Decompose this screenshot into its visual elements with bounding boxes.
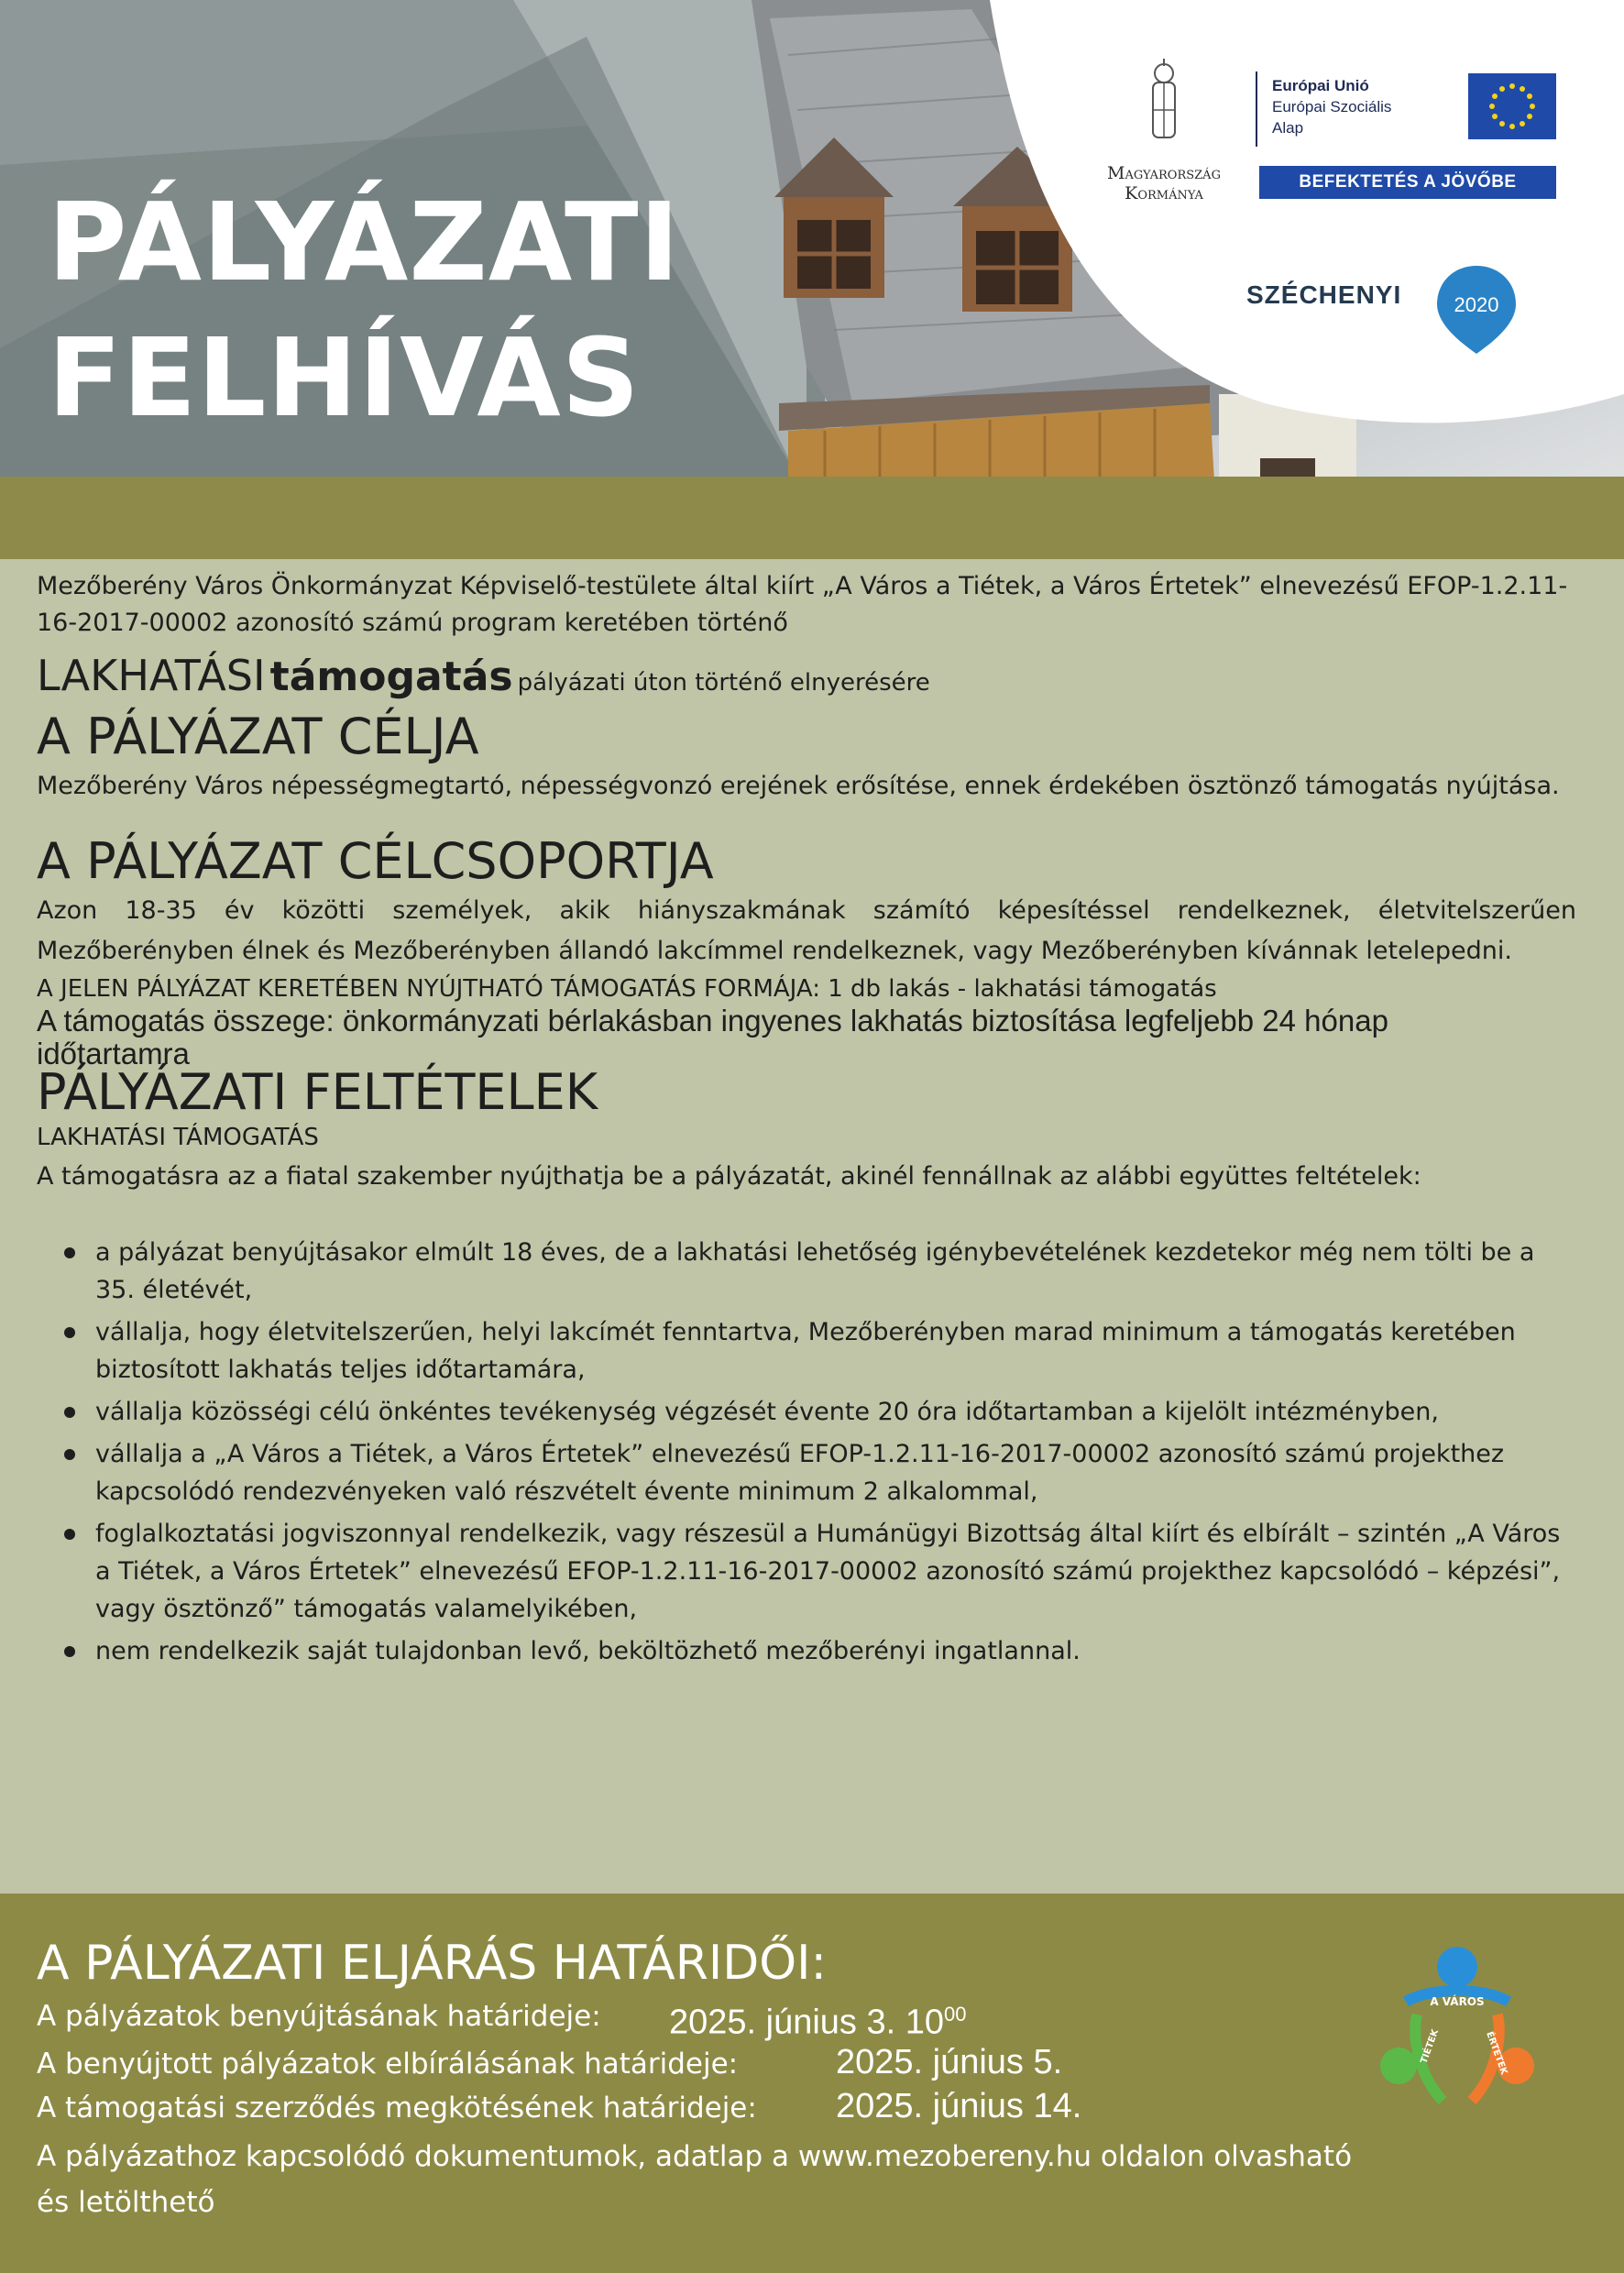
list-item: vállalja a „A Város a Tiétek, a Város Értetek” elnevezésű EFOP-1.2.11-16-2017-00002 azonosító számú projekthez kapcsolódó rendezvényeken való részvételt évente minimum 2 alkalommal, [37,1435,1576,1510]
bullet-icon [64,1247,75,1258]
varos-right-text: ÉRTETEK [1484,2030,1509,2077]
szechenyi-label: SZÉCHENYI [1246,280,1402,309]
szerzodes-label: A támogatási szerződés megkötésének határideje: [37,2092,757,2125]
list-item: vállalja, hogy életvitelszerűen, helyi lakcímét fenntartva, Mezőberényben marad minimum a támogatás keretében biztosított lakhatás teljes időtartamára, [37,1313,1576,1389]
bullet-icon [64,1407,75,1418]
celcsoport-text: Azon 18-35 év közötti személyek, akik hiányszakmának számító képesítéssel rendelkeznek, életvitelszerűen Mezőberényben élnek és Mezőberényben állandó lakcímmel rendelkeznek, vagy Mezőberényben kívánnak letelepedni. [37,896,1576,965]
lakhatasi-word: LAKHATÁSI [37,651,266,700]
deadlines-footer [0,1894,1624,2273]
logo-panel [990,0,1624,440]
varos-top-text: A VÁROS [1430,1995,1485,2008]
tamogatas-osszeg-line1: A támogatás összege: önkormányzati bérlakásban ingyenes lakhatás biztosítása legfeljebb 24 hónap [37,1004,1388,1038]
hungarian-coat-of-arms-icon [1146,55,1182,156]
eu-label: Európai Unió Európai Szociális Alap [1272,77,1392,137]
bullet-icon [64,1646,75,1657]
cel-text: Mezőberény Város népességmegtartó, népességvonzó erejének erősítése, ennek érdekében ösztönző támogatás nyújtása. [37,772,1560,800]
feltetelek-heading: PÁLYÁZATI FELTÉTELEK [37,1063,598,1121]
szechenyi-pin-icon [1426,258,1527,359]
elbiralas-date: 2025. június 5. [836,2043,1063,2081]
varos-tietek-logo-icon [1366,1930,1549,2114]
szerzodes-date: 2025. június 14. [836,2087,1082,2125]
eu-divider [1256,71,1257,147]
tamogatas-word: támogatás [269,653,513,700]
eu-flag-icon [1468,73,1556,139]
tamogatas-osszeg-line2: időtartamra [37,1037,190,1071]
feltetelek-intro: A támogatásra az a fiatal szakember nyújthatja be a pályázatát, akinél fennállnak az alábbi együttes feltételek: [37,1162,1421,1191]
bullet-icon [64,1327,75,1338]
deadlines-heading: A PÁLYÁZATI ELJÁRÁS HATÁRIDŐI: [37,1936,828,1991]
feltetelek-subheading: LAKHATÁSI TÁMOGATÁS [37,1124,319,1151]
szechenyi-year: 2020 [1454,293,1499,316]
lakhatasi-suffix: pályázati úton történő elnyerésére [517,669,930,697]
cel-heading: A PÁLYÁZAT CÉLJA [37,708,479,765]
elbiralas-label: A benyújtott pályázatok elbírálásának határideje: [37,2048,739,2081]
lakhatasi-title [37,651,1576,700]
main-content [37,568,1576,1675]
benyujtas-time-sup: 00 [944,2003,967,2026]
list-item: a pályázat benyújtásakor elmúlt 18 éves, de a lakhatási lehetőség igénybevételének kezdetekor még nem tölti be a 35. életévét, [37,1234,1576,1309]
conditions-list [37,1234,1576,1670]
celcsoport-heading: A PÁLYÁZAT CÉLCSOPORTJA [37,832,714,890]
bullet-icon [64,1529,75,1540]
list-item: nem rendelkezik saját tulajdonban levő, beköltözhető mezőberényi ingatlannal. [37,1632,1576,1670]
eu-slogan: BEFEKTETÉS A JÖVŐBE [1259,166,1556,199]
benyujtas-date: 2025. június 3. $10^{00}$ [669,2003,967,2042]
intro-text: Mezőberény Város Önkormányzat Képviselő-testülete által kiírt „A Város a Tiétek, a Város Értetek” elnevezésű EFOP-1.2.11-16-2017-00002 azonosító számú program keretében történő [37,572,1568,637]
list-item: foglalkoztatási jogviszonnyal rendelkezik, vagy részesül a Humánügyi Bizottság által kiírt és elbírált – szintén „A Város a Tiétek, a Város Értetek” elnevezésű EFOP-1.2.11-16-2017-00002 azonosító számú projekthez kapcsolódó – képzési”, vagy ösztönző” támogatás valamelyikében, [37,1515,1576,1628]
documents-note: A pályázathoz kapcsolódó dokumentumok, adatlap a www.mezobereny.hu oldalon olvasható és letölthető [37,2140,1353,2219]
varos-left-text: TIÉTEK [1419,2027,1442,2066]
tamogatas-forma: A JELEN PÁLYÁZAT KERETÉBEN NYÚJTHATÓ TÁMOGATÁS FORMÁJA: 1 db lakás - lakhatási támogatás [37,975,1217,1003]
hungary-government-label: Magyarország Kormánya [1107,163,1221,203]
benyujtas-label: A pályázatok benyújtásának határideje: [37,2000,601,2033]
page-title: PÁLYÁZATI FELHÍVÁS [48,179,681,441]
bullet-icon [64,1449,75,1460]
hero-banner [0,0,1624,559]
list-item: vállalja közösségi célú önkéntes tevékenység végzését évente 20 óra időtartamban a kijelölt intézményben, [37,1393,1576,1431]
